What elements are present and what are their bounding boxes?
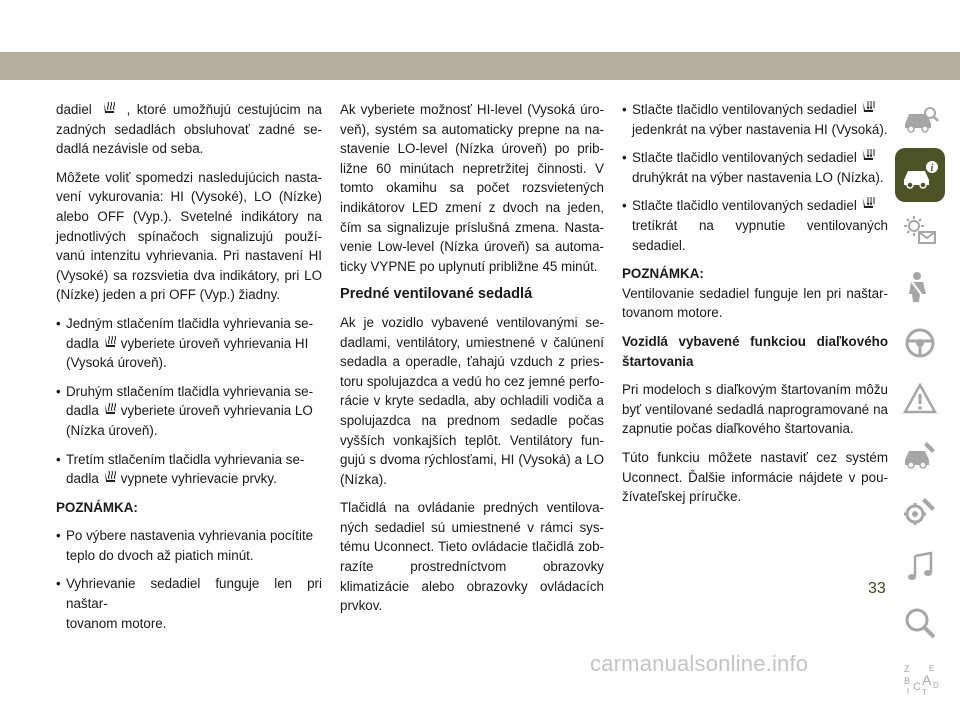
- bullet-dot: •: [622, 150, 627, 166]
- text: dadla: [66, 471, 99, 487]
- list-item: [622, 148, 888, 187]
- auto-switch-paragraph: Ak vyberiete možnosť HI-level (Vysoká úro- veň), systém sa automaticky prepne na na- stavenie LO-level (Nízka úroveň) po prib- ližne 60 minútach nepretržitej činnosti. V tomto okamihu sa počet rozsvietených indikátorov LED zmení z dvoch na jeden, čím sa signalizuje príslušná zmena. Nasta- venie Low-level (Nízka úroveň) sa automa- ticky VYPNE po uplynutí približne 45 minút.: [340, 102, 604, 274]
- text-line: [66, 334, 322, 354]
- list-item: [56, 526, 322, 565]
- text: tretíkrát na vypnutie ventilovaných sedadiel.: [632, 217, 888, 253]
- text: Stlačte tlačidlo ventilovaných sedadiel: [632, 102, 857, 117]
- text: tovanom motore.: [66, 615, 167, 631]
- bullet-dot: •: [622, 102, 627, 117]
- text: Stlačte tlačidlo ventilovaných sedadiel: [632, 150, 857, 166]
- text: vyberiete úroveň vyhrievania HI: [120, 335, 309, 351]
- text: vyberiete úroveň vyhrievania LO: [120, 403, 313, 419]
- text: dadiel: [56, 102, 92, 117]
- gear-wrench-icon: [901, 494, 939, 528]
- seatbelt-icon: [901, 270, 939, 304]
- text: (Vysoká úroveň).: [66, 355, 167, 371]
- car-magnifier-icon: [901, 102, 939, 136]
- index-letter: Z: [904, 664, 910, 674]
- text: (Nízka úroveň).: [66, 422, 158, 438]
- bullet-dot: •: [56, 451, 61, 467]
- text-line: [632, 148, 888, 168]
- text: Druhým stlačením tlačidla vyhrievania se-: [66, 383, 314, 399]
- note-block: [622, 264, 888, 323]
- index-letter: I: [907, 687, 910, 696]
- chapter-sidebar: [895, 92, 945, 708]
- tab-index[interactable]: [895, 652, 945, 706]
- index-letter: T: [922, 688, 927, 697]
- tab-search[interactable]: [895, 596, 945, 650]
- column-1: [56, 100, 322, 642]
- tab-starting-driving[interactable]: [895, 316, 945, 370]
- heated-seat-icon: [101, 470, 119, 485]
- watermark: carmanualsonline.info: [590, 651, 809, 676]
- text: vypnete vyhrievacie prvky.: [120, 471, 277, 487]
- warning-triangle-icon: [901, 382, 939, 416]
- text: jedenkrát na výber nastavenia HI (Vysoká).: [632, 121, 888, 137]
- ventilated-seat-icon: [859, 149, 877, 164]
- index-letter: E: [929, 664, 935, 673]
- ventilated-seat-icon: [859, 197, 877, 212]
- bullet-dot: •: [56, 528, 61, 544]
- heated-seat-icon: [101, 335, 119, 350]
- text: dadla: [66, 335, 99, 351]
- text-line: [632, 196, 888, 216]
- search-icon: [901, 606, 939, 640]
- remote-start-paragraph: Pri modeloch s diaľkovým štartovaním môžu byť ventilované sedadlá naprogramované na zapnutie počas diaľkového štartovania.: [622, 382, 888, 437]
- list-item: [56, 382, 322, 441]
- section-title: Predné ventilované sedadlá: [340, 286, 533, 303]
- list-item: [622, 100, 888, 139]
- bullet-dot: •: [56, 315, 61, 331]
- tab-safety[interactable]: [895, 260, 945, 314]
- note-label: POZNÁMKA:: [56, 499, 138, 515]
- text: Stlačte tlačidlo ventilovaných sedadiel: [632, 198, 857, 214]
- text: , ktoré umožňujú cestujúcim na zadných sedadlách obsluhovať zadné se- dadlá nezávisle od seba.: [56, 102, 322, 157]
- text-line: [66, 401, 322, 421]
- list-item: [56, 574, 322, 633]
- column-3: [622, 100, 888, 516]
- ventilated-seats-paragraph: Ak je vozidlo vybavené ventilovanými se- dadlami, ventilátory, umiestnené v čalúnení sedadla a operadle, ťahajú vzduch z pries- toru spolujazdca a vedú ho cez jemné perfo- rácie v kryte sedadla, aby ochladili vodiča a spolujazdca na prednom sedadle počas vyšších vonkajších teplôt. Ventilátory fun- gujú s dvoma rýchlosťami, HI (Vysoká) a LO (Nízka).: [340, 314, 604, 487]
- intro-paragraph: [56, 100, 322, 159]
- text-line: [66, 469, 322, 489]
- text: teplo do dvoch až piatich minút.: [66, 547, 254, 563]
- sun-envelope-icon: [901, 214, 939, 248]
- steering-wheel-icon: [901, 326, 939, 360]
- text: Tretím stlačením tlačidla vyhrievania se-: [66, 451, 305, 467]
- bullet-dot: •: [56, 576, 61, 592]
- bullet-dot: •: [622, 198, 627, 214]
- column-2: [340, 100, 604, 625]
- text: dadla: [66, 403, 99, 419]
- tab-multimedia[interactable]: [895, 540, 945, 594]
- index-letter: D: [933, 681, 939, 690]
- text-line: [632, 100, 888, 120]
- text: Po výbere nastavenia vyhrievania pocítite: [66, 528, 314, 544]
- note-label: POZNÁMKA:: [622, 266, 704, 282]
- car-wrench-icon: [901, 438, 939, 472]
- bullet-dot: •: [56, 383, 61, 399]
- heating-settings-paragraph: Môžete voliť spomedzi nasledujúcich nasta- vení vykurovania: HI (Vysoké), LO (Nízke) alebo OFF (Vyp.). Svetelné indikátory na jednotlivých spínačoch signalizujú použí- vanú intenzitu vyhrievania. Pri nastavení HI (Vysoké) sa rozsvietia dva indikátory, pri LO (Nízke) jeden a pri OFF (Vyp.) žiadny.: [56, 169, 322, 303]
- tab-servicing[interactable]: [895, 428, 945, 482]
- list-item: [622, 196, 888, 255]
- tab-emergency[interactable]: [895, 372, 945, 426]
- index-letter: A: [922, 672, 932, 688]
- page-number: 33: [868, 580, 886, 597]
- controls-paragraph: Tlačidlá na ovládanie predných ventilova- ných sedadiel sú umiestnené v rámci sys- tému Uconnect. Tieto ovládacie tlačidlá zob- razíte prostredníctvom obrazovky klimatizácie alebo obrazovky ovládacích prvkov.: [340, 500, 604, 614]
- index-letter: C: [913, 681, 921, 693]
- svg-text:i: i: [930, 163, 934, 174]
- tab-vehicle-overview[interactable]: [895, 92, 945, 146]
- music-note-icon: [901, 550, 939, 584]
- tab-technical-specs[interactable]: [895, 484, 945, 538]
- heated-seat-icon: [101, 402, 119, 417]
- tab-warning-lights[interactable]: [895, 204, 945, 258]
- text: Vyhrievanie sedadiel funguje len pri naštar-: [66, 576, 322, 612]
- alphabet-index-icon: [901, 662, 939, 696]
- note-text: Ventilovanie sedadiel funguje len pri naštar- tovanom motore.: [622, 285, 888, 321]
- list-item: [56, 314, 322, 373]
- heated-seat-icon: [100, 101, 118, 116]
- text: Jedným stlačením tlačidla vyhrievania se-: [66, 315, 314, 331]
- ventilated-seat-icon: [859, 101, 877, 116]
- tab-vehicle-info[interactable]: [895, 148, 945, 202]
- car-info-icon: [901, 158, 939, 192]
- list-item: [56, 450, 322, 489]
- text: druhýkrát na výber nastavenia LO (Nízka).: [632, 169, 884, 185]
- index-letter: B: [904, 676, 911, 686]
- uconnect-paragraph: Túto funkciu môžete nastaviť cez systém Uconnect. Ďalšie informácie nájdete v pou- žívateľskej príručke.: [622, 449, 888, 505]
- top-header-band: [0, 52, 960, 80]
- remote-start-heading: Vozidlá vybavené funkciou diaľkového štartovania: [622, 333, 888, 369]
